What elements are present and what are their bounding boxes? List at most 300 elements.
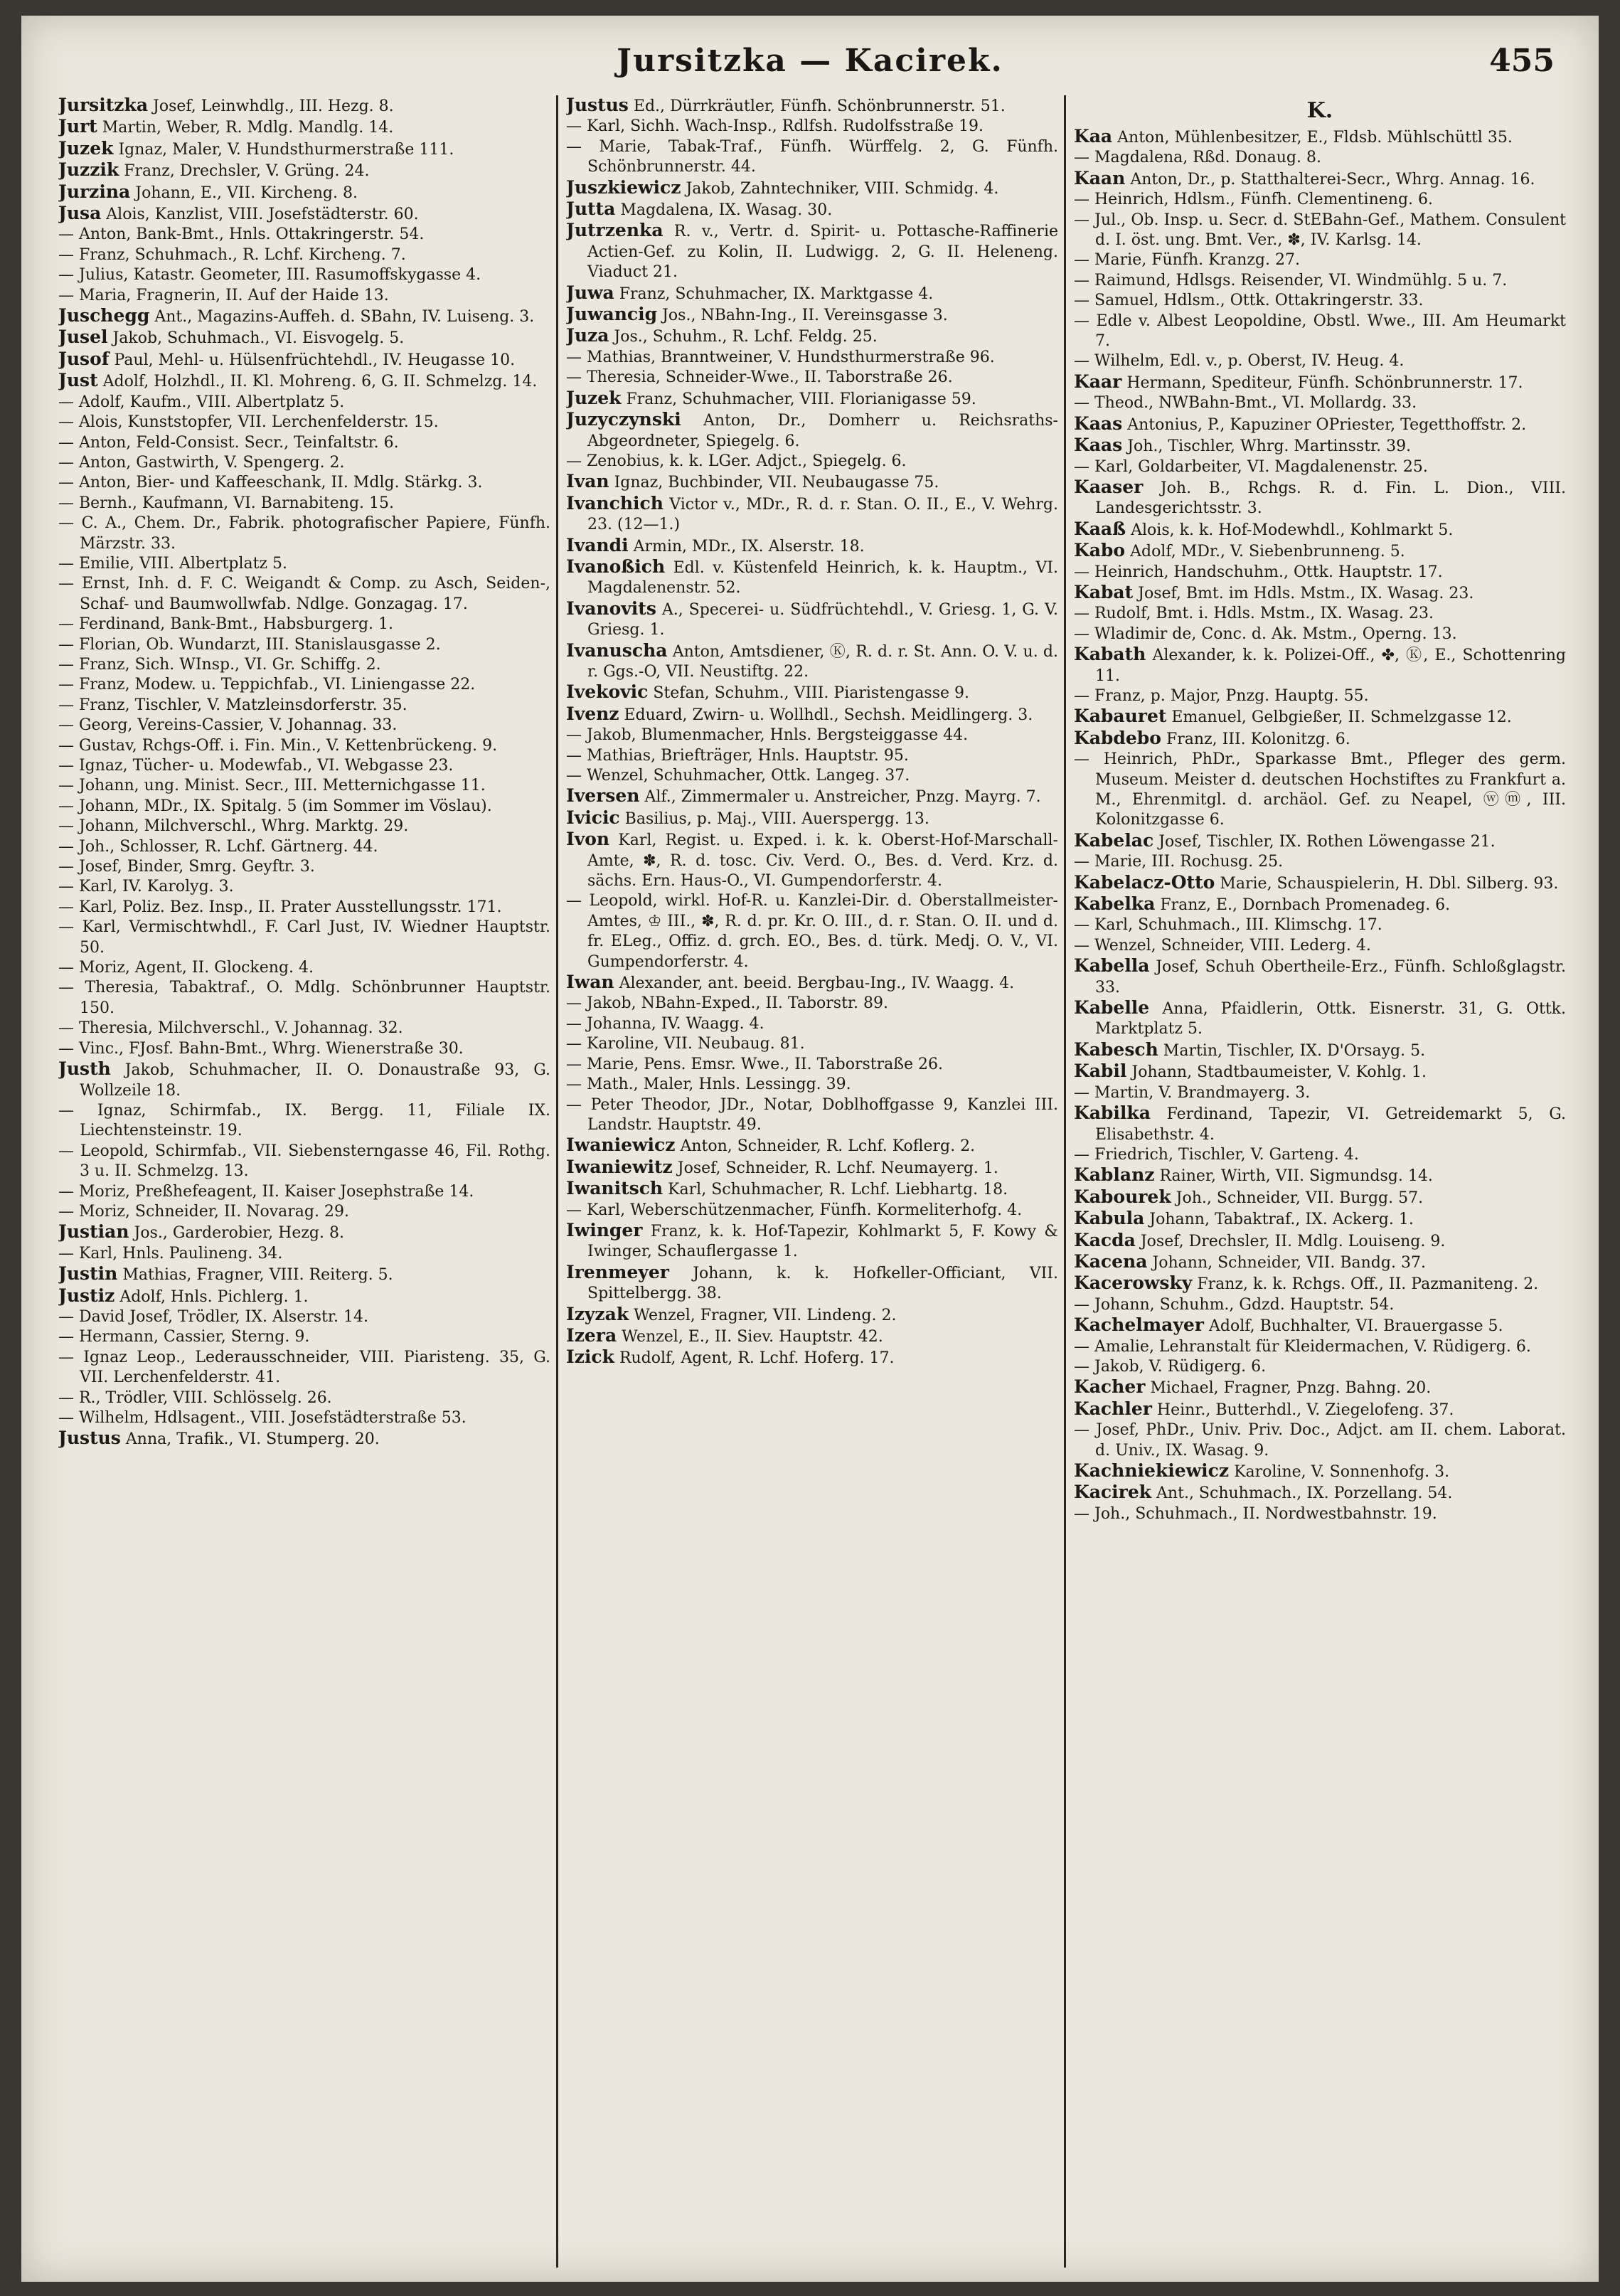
entry-details: — Marie, III. Rochusg. 25. — [1074, 853, 1284, 871]
directory-entry — [58, 413, 550, 432]
entry-surname: Iwinger — [566, 1219, 643, 1240]
directory-entry — [1074, 312, 1566, 352]
directory-entry — [1074, 351, 1566, 371]
entry-surname: Ivenz — [566, 703, 619, 724]
directory-entry — [58, 95, 550, 117]
entry-details: — Anton, Bier- und Kaffeeschank, II. Mdlg. Stärkg. 3. — [58, 474, 483, 492]
entry-details: Josef, Schneider, R. Lchf. Neumayerg. 1. — [677, 1159, 998, 1177]
entry-surname: Juzek — [58, 137, 114, 159]
directory-entry — [58, 473, 550, 493]
directory-entry — [1074, 169, 1566, 190]
entry-details: — Josef, Binder, Smrg. Geyftr. 3. — [58, 858, 315, 876]
entry-details: Adolf, Hnls. Pichlerg. 1. — [119, 1287, 309, 1306]
directory-entry — [566, 1263, 1058, 1304]
directory-entry — [58, 1202, 550, 1222]
entry-surname: Kabil — [1074, 1061, 1127, 1082]
entry-details: Adolf, Holzhdl., II. Kl. Mohreng. 6, G. II. Schmelzg. 14. — [102, 373, 538, 391]
entry-details: — Samuel, Hdlsm., Ottk. Ottakringerstr. 33. — [1074, 292, 1424, 310]
entry-surname: Kachelmayer — [1074, 1314, 1204, 1336]
entry-details: — Martin, V. Brandmayerg. 3. — [1074, 1083, 1311, 1102]
entry-details: Johann, E., VII. Kircheng. 8. — [135, 184, 358, 202]
directory-entry — [1074, 644, 1566, 686]
entry-details: — Johann, MDr., IX. Spitalg. 5 (im Sommer im Vöslau). — [58, 797, 492, 815]
entry-details: — Anton, Gastwirth, V. Spengerg. 2. — [58, 453, 345, 472]
directory-entry — [1074, 393, 1566, 413]
directory-entry — [566, 117, 1058, 137]
entry-details: — Johann, Schuhm., Gdzd. Hauptstr. 54. — [1074, 1295, 1395, 1314]
entry-surname: Kabo — [1074, 540, 1126, 561]
directory-entry — [566, 1055, 1058, 1075]
entry-details: Franz, E., Dornbach Promenadeg. 6. — [1160, 896, 1451, 915]
entry-details: — Jakob, NBahn-Exped., II. Taborstr. 89. — [566, 994, 889, 1013]
entry-surname: Izick — [566, 1346, 614, 1368]
entry-details: Hermann, Spediteur, Fünfh. Schönbrunnerstr. 17. — [1126, 373, 1523, 392]
entry-surname: Iwaniewicz — [566, 1134, 676, 1156]
entry-details: Jos., Garderobier, Hezg. 8. — [134, 1224, 344, 1243]
directory-entry — [566, 808, 1058, 829]
entry-details: Alois, Kanzlist, VIII. Josefstädterstr. 60. — [106, 206, 419, 224]
entry-details: — Ignaz, Schirmfab., IX. Bergg. 11, Filiale IX. Liechtensteinstr. 19. — [58, 1101, 550, 1140]
entry-details: Alexander, ant. beeid. Bergbau-Ing., IV. Waagg. 4. — [619, 974, 1015, 993]
directory-page — [21, 16, 1599, 2282]
entry-details: — Emilie, VIII. Albertplatz 5. — [58, 554, 288, 573]
directory-entry — [58, 716, 550, 735]
entry-surname: Kacirek — [1074, 1482, 1152, 1503]
entry-details: — Karl, Vermischtwhdl., F. Carl Just, IV. Wiedner Hauptstr. 50. — [58, 918, 550, 957]
entry-details: Franz, Schuhmacher, IX. Marktgasse 4. — [619, 285, 934, 303]
entry-details: — Amalie, Lehranstalt für Kleidermachen, V. Rüdigerg. 6. — [1074, 1337, 1531, 1356]
entry-details: — Franz, Modew. u. Teppichfab., VI. Liniengasse 22. — [58, 676, 476, 694]
directory-entry — [566, 682, 1058, 703]
directory-entry — [566, 704, 1058, 726]
entry-details: — Peter Theodor, JDr., Notar, Doblhoffgasse 9, Kanzlei III. Landstr. Hauptstr. 49. — [566, 1095, 1058, 1134]
directory-entry — [58, 797, 550, 817]
entry-surname: Kabesch — [1074, 1038, 1158, 1060]
directory-entry — [566, 891, 1058, 972]
entry-details: Jakob, Schuhmacher, II. O. Donaustraße 93, G. Wollzeile 18. — [80, 1061, 550, 1100]
directory-entry — [1074, 915, 1566, 935]
directory-entry — [1074, 477, 1566, 519]
directory-entry — [58, 655, 550, 675]
entry-surname: Jutrzenka — [566, 220, 664, 241]
column-1 — [58, 95, 550, 2268]
entry-details: — Wenzel, Schuhmacher, Ottk. Langeg. 37. — [566, 767, 910, 785]
entry-details: Marie, Schauspielerin, H. Dbl. Silberg. 93. — [1220, 874, 1559, 893]
entry-details: Alois, k. k. Hof-Modewhdl., Kohlmarkt 5. — [1131, 521, 1454, 539]
directory-entry — [566, 1075, 1058, 1095]
directory-entry — [58, 736, 550, 756]
entry-details: — Florian, Ob. Wundarzt, III. Stanislausgasse 2. — [58, 635, 441, 654]
entry-details: — Karl, Schuhmach., III. Klimschg. 17. — [1074, 916, 1382, 935]
directory-entry — [566, 283, 1058, 304]
directory-entry — [566, 1304, 1058, 1326]
directory-entry — [1074, 519, 1566, 541]
entry-details: Wenzel, Fragner, VII. Lindeng. 2. — [634, 1306, 897, 1324]
entry-surname: Ivanuscha — [566, 639, 668, 661]
entry-details: Basilius, p. Maj., VIII. Auerspergg. 13. — [624, 809, 929, 828]
entry-surname: Juschegg — [58, 305, 150, 326]
entry-surname: Kaas — [1074, 413, 1123, 434]
entry-details: Anton, Mühlenbesitzer, E., Fldsb. Mühlschüttl 35. — [1117, 129, 1513, 147]
entry-details: — Franz, Tischler, V. Matzleinsdorferstr. 35. — [58, 696, 407, 714]
directory-entry — [566, 452, 1058, 472]
directory-entry — [566, 599, 1058, 641]
entry-surname: Kachler — [1074, 1398, 1152, 1419]
entry-details: — Zenobius, k. k. LGer. Adjct., Spiegelg. 6. — [566, 452, 907, 470]
directory-entry — [566, 1347, 1058, 1368]
directory-entry — [58, 1101, 550, 1142]
entry-surname: Iwanitsch — [566, 1178, 664, 1199]
entry-details: — Karl, Poliz. Bez. Insp., II. Prater Ausstellungsstr. 171. — [58, 898, 502, 916]
entry-details: Mathias, Fragner, VIII. Reiterg. 5. — [122, 1266, 393, 1285]
directory-entry — [1074, 1208, 1566, 1230]
directory-entry — [58, 1286, 550, 1307]
entry-details: — Johann, Milchverschl., Whrg. Marktg. 29. — [58, 817, 409, 836]
column-2 — [566, 95, 1058, 2268]
directory-entry — [1074, 956, 1566, 998]
entry-details: Emanuel, Gelbgießer, II. Schmelzgasse 12. — [1171, 708, 1512, 727]
entry-surname: Jusof — [58, 348, 110, 369]
entry-details: Edl. v. Küstenfeld Heinrich, k. k. Hauptm., VI. Magdalenenstr. 52. — [587, 558, 1058, 597]
entry-surname: Kabella — [1074, 955, 1150, 977]
entry-details: Karoline, V. Sonnenhofg. 3. — [1234, 1463, 1450, 1481]
entry-surname: Kabath — [1074, 644, 1146, 665]
directory-entry — [566, 388, 1058, 410]
directory-entry — [58, 696, 550, 716]
directory-entry — [58, 958, 550, 978]
directory-entry — [58, 898, 550, 918]
entry-details: Rudolf, Agent, R. Lchf. Hoferg. 17. — [619, 1349, 895, 1368]
entry-details: — Gustav, Rchgs-Off. i. Fin. Min., V. Kettenbrückeng. 9. — [58, 736, 498, 755]
entry-details: A., Specerei- u. Südfrüchtehdl., V. Griesg. 1, G. V. Griesg. 1. — [587, 600, 1058, 639]
entry-details: — Johanna, IV. Waagg. 4. — [566, 1014, 764, 1033]
entry-details: Magdalena, IX. Wasag. 30. — [620, 201, 833, 220]
directory-entry — [1074, 1273, 1566, 1295]
directory-entry — [1074, 291, 1566, 311]
entry-details: — Wilhelm, Hdlsagent., VIII. Josefstädterstraße 53. — [58, 1409, 467, 1427]
entry-details: Anton, Dr., Domherr u. Reichsraths-Abgeordneter, Spiegelg. 6. — [587, 412, 1058, 450]
entry-surname: Justh — [58, 1058, 111, 1080]
entry-details: — Heinrich, Handschuhm., Ottk. Hauptstr. 17. — [1074, 563, 1443, 581]
entry-details: — Heinrich, PhDr., Sparkasse Bmt., Pfleger des germ. Museum. Meister d. deutschen Hochstiftes zu Frankfurt a. M., Ehrenmitgl. d. archäol. Gef. zu Neapel, ⓦⓜ, III. Kolonitzgasse 6. — [1074, 750, 1566, 829]
entry-details: — Alois, Kunststopfer, VII. Lerchenfelderstr. 15. — [58, 413, 439, 432]
entry-details: — Ignaz, Tücher- u. Modewfab., VI. Webgasse 23. — [58, 757, 454, 775]
entry-details: — Franz, Schuhmach., R. Lchf. Kircheng. 7. — [58, 245, 406, 264]
entry-details: Heinr., Butterhdl., V. Ziegelofeng. 37. — [1156, 1401, 1454, 1419]
entry-details: Victor v., MDr., R. d. r. Stan. O. II., E., V. Wehrg. 23. (12—1.) — [587, 495, 1058, 534]
directory-entry — [566, 1014, 1058, 1034]
directory-entry — [58, 675, 550, 695]
directory-entry — [1074, 686, 1566, 706]
entry-details: Armin, MDr., IX. Alserstr. 18. — [633, 537, 865, 556]
entry-details: — Anton, Bank-Bmt., Hnls. Ottakringerstr. 54. — [58, 225, 425, 244]
directory-entry — [58, 453, 550, 473]
entry-details: Paul, Mehl- u. Hülsenfrüchtehdl., IV. Heugasse 10. — [114, 351, 516, 369]
page-number: 455 — [1489, 43, 1555, 79]
entry-details: Josef, Leinwhdlg., III. Hezg. 8. — [153, 97, 394, 115]
entry-details: — Bernh., Kaufmann, VI. Barnabiteng. 15. — [58, 494, 395, 512]
directory-entry — [1074, 750, 1566, 831]
entry-surname: Kabelka — [1074, 893, 1156, 915]
directory-entry — [58, 756, 550, 776]
directory-entry — [1074, 1482, 1566, 1504]
entry-details: — Moriz, Agent, II. Glockeng. 4. — [58, 959, 314, 977]
entry-details: Karl, Regist. u. Exped. i. k. k. Oberst-Hof-Marschall-Amte, ✽, R. d. tosc. Civ. Verd. O., Bes. d. Verd. Krz. d. sächs. Ern. Haus-O., VI. Gumpendorferstr. 4. — [587, 831, 1058, 891]
entry-surname: Kaas — [1074, 435, 1123, 456]
entry-surname: Kabauret — [1074, 706, 1167, 727]
entry-details: — C. A., Chem. Dr., Fabrik. photografischer Papiere, Fünfh. Märzstr. 33. — [58, 514, 550, 553]
entry-details: Anton, Amtsdiener, Ⓚ, R. d. r. St. Ann. O. V. u. d. r. Ggs.-O, VII. Neustiftg. 22. — [587, 642, 1058, 681]
entry-surname: Juszkiewicz — [566, 176, 681, 198]
entry-surname: Izyzak — [566, 1303, 629, 1324]
entry-surname: Juzek — [566, 387, 622, 408]
entry-details: — Vinc., FJosf. Bahn-Bmt., Whrg. Wienerstraße 30. — [58, 1039, 464, 1058]
directory-entry — [566, 304, 1058, 326]
entry-surname: Justus — [58, 1428, 121, 1449]
entry-surname: Jurt — [58, 116, 97, 137]
directory-entry — [1074, 211, 1566, 251]
entry-details: Jos., NBahn-Ing., II. Vereinsgasse 3. — [662, 307, 948, 325]
entry-surname: Iversen — [566, 785, 640, 807]
entry-surname: Ivon — [566, 829, 610, 850]
entry-details: Josef, Drechsler, II. Mdlg. Louiseng. 9. — [1140, 1232, 1446, 1250]
directory-entry — [1074, 831, 1566, 852]
directory-entry — [1074, 1399, 1566, 1420]
entry-details: Franz, Schuhmacher, VIII. Florianigasse 59. — [626, 390, 976, 408]
entry-surname: Iwan — [566, 972, 614, 993]
entry-details: Antonius, P., Kapuziner OPriester, Tegetthoffstr. 2. — [1127, 415, 1527, 434]
entry-surname: Jutta — [566, 198, 616, 220]
entry-details: Anton, Schneider, R. Lchf. Koflerg. 2. — [680, 1137, 976, 1156]
directory-entry — [58, 1222, 550, 1243]
directory-entry — [1074, 1061, 1566, 1083]
directory-entry — [566, 972, 1058, 994]
directory-entry — [566, 1201, 1058, 1221]
directory-entry — [566, 1179, 1058, 1200]
entry-surname: Juwa — [566, 282, 614, 303]
entry-details: — Theod., NWBahn-Bmt., VI. Mollardg. 33. — [1074, 394, 1417, 413]
entry-details: Jos., Schuhm., R. Lchf. Feldg. 25. — [614, 328, 878, 346]
directory-entry — [58, 265, 550, 285]
directory-entry — [1074, 1377, 1566, 1398]
entry-details: — Heinrich, Hdlsm., Fünfh. Clementineng. 6. — [1074, 191, 1434, 209]
directory-entry — [58, 1388, 550, 1408]
directory-entry — [566, 410, 1058, 452]
entry-details: — Karl, Goldarbeiter, VI. Magdalenenstr. 25. — [1074, 457, 1428, 476]
directory-entry — [1074, 435, 1566, 457]
directory-entry — [566, 536, 1058, 557]
directory-entry — [1074, 894, 1566, 915]
directory-entry — [1074, 625, 1566, 644]
directory-entry — [58, 1348, 550, 1388]
entry-details: — Josef, PhDr., Univ. Priv. Doc., Adjct. am II. chem. Laborat. d. Univ., IX. Wasag. 9. — [1074, 1421, 1566, 1460]
directory-entry — [1074, 271, 1566, 291]
column-3 — [1074, 95, 1566, 2268]
directory-entry — [1074, 1337, 1566, 1357]
entry-details: — Theresia, Schneider-Wwe., II. Taborstraße 26. — [566, 368, 953, 387]
entry-details: Ed., Dürrkräutler, Fünfh. Schönbrunnerstr. 51. — [633, 97, 1006, 115]
entry-surname: Jusa — [58, 203, 102, 224]
entry-surname: Iwaniewitz — [566, 1156, 673, 1177]
entry-details: — Karl, Hnls. Paulineng. 34. — [58, 1244, 283, 1263]
directory-entry — [566, 368, 1058, 388]
entry-details: — Marie, Fünfh. Kranzg. 27. — [1074, 251, 1300, 270]
entry-surname: Ivan — [566, 471, 609, 492]
entry-surname: Kabula — [1074, 1208, 1145, 1229]
directory-entry — [58, 1019, 550, 1038]
entry-surname: Just — [58, 370, 98, 391]
entry-details: — Ferdinand, Bank-Bmt., Habsburgerg. 1. — [58, 615, 394, 634]
directory-entry — [58, 1428, 550, 1450]
entry-surname: Ivanoßich — [566, 556, 666, 577]
entry-details: Josef, Tischler, IX. Rothen Löwengasse 21. — [1158, 832, 1496, 851]
entry-details: Jakob, Zahntechniker, VIII. Schmidg. 4. — [686, 179, 999, 198]
directory-entry — [1074, 1231, 1566, 1252]
entry-details: — David Josef, Trödler, IX. Alserstr. 14. — [58, 1307, 368, 1326]
entry-details: Alexander, k. k. Polizei-Off., ✤, Ⓚ, E., Schottenring 11. — [1095, 647, 1566, 685]
directory-entry — [58, 433, 550, 453]
directory-entry — [58, 1307, 550, 1327]
directory-entry — [566, 641, 1058, 683]
entry-surname: Izera — [566, 1324, 617, 1346]
entry-surname: Justus — [566, 95, 629, 115]
entry-details: Franz, Drechsler, V. Grüng. 24. — [124, 162, 370, 181]
entry-details: — Marie, Pens. Emsr. Wwe., II. Taborstraße 26. — [566, 1055, 943, 1073]
directory-entry — [1074, 1420, 1566, 1461]
entry-surname: Ivanovits — [566, 597, 656, 619]
entry-details: — Joh., Schlosser, R. Lchf. Gärtnerg. 44. — [58, 837, 378, 856]
entry-details: — Wilhelm, Edl. v., p. Oberst, IV. Heug. 4. — [1074, 352, 1405, 371]
directory-entry — [58, 203, 550, 225]
directory-entry — [566, 726, 1058, 745]
directory-entry — [1074, 1145, 1566, 1165]
directory-entry — [1074, 1187, 1566, 1208]
entry-details: — Marie, Tabak-Traf., Fünfh. Würffelg. 2, G. Fünfh. Schönbrunnerstr. 44. — [566, 137, 1058, 176]
entry-surname: Kablanz — [1074, 1164, 1155, 1186]
directory-entry — [1074, 998, 1566, 1040]
directory-entry — [58, 371, 550, 392]
entry-details: — Jul., Ob. Insp. u. Secr. d. StEBahn-Gef., Mathem. Consulent d. I. öst. ung. Bmt. Ver., ✽, IV. Karlsg. 14. — [1074, 211, 1566, 250]
entry-details: Johann, Schneider, VII. Bandg. 37. — [1152, 1253, 1426, 1272]
directory-entry — [1074, 1040, 1566, 1061]
entry-details: Martin, Weber, R. Mdlg. Mandlg. 14. — [102, 119, 394, 137]
entry-details: — Theresia, Tabaktraf., O. Mdlg. Schönbrunner Hauptstr. 150. — [58, 979, 550, 1017]
directory-entry — [1074, 1315, 1566, 1336]
entry-details: Johann, Stadtbaumeister, V. Kohlg. 1. — [1131, 1063, 1427, 1082]
section-letter: K. — [1306, 98, 1333, 123]
entry-details: Adolf, Buchhalter, VI. Brauergasse 5. — [1208, 1317, 1503, 1336]
entry-details: Franz, k. k. Hof-Tapezir, Kohlmarkt 5, F. Kowy & Iwinger, Schauflergasse 1. — [587, 1222, 1058, 1261]
entry-surname: Ivicic — [566, 807, 620, 828]
entry-details: — Anton, Feld-Consist. Secr., Teinfaltstr. 6. — [58, 433, 399, 452]
directory-entry — [58, 1244, 550, 1264]
directory-entry — [566, 137, 1058, 178]
entry-details: Rainer, Wirth, VII. Sigmundsg. 14. — [1159, 1167, 1433, 1186]
entry-details: — Karoline, VII. Neubaug. 81. — [566, 1035, 805, 1053]
directory-entry — [58, 286, 550, 306]
entry-details: Joh., Schneider, VII. Burgg. 57. — [1176, 1189, 1424, 1207]
entry-details: — Karl, Sichh. Wach-Insp., Rdlfsh. Rudolfsstraße 19. — [566, 117, 984, 136]
entry-details: — Edle v. Albest Leopoldine, Obstl. Wwe., III. Am Heumarkt 7. — [1074, 312, 1566, 351]
directory-entry — [566, 178, 1058, 199]
directory-entry — [58, 1408, 550, 1428]
page-title: Jursitzka — Kacirek. — [617, 43, 1003, 79]
entry-surname: Kaa — [1074, 126, 1113, 147]
entry-surname: Kaar — [1074, 371, 1122, 392]
entry-details: — Julius, Katastr. Geometer, III. Rasumoffskygasse 4. — [58, 266, 481, 285]
entry-surname: Kabilka — [1074, 1102, 1151, 1124]
entry-details: — Karl, Weberschützenmacher, Fünfh. Kormeliterhofg. 4. — [566, 1201, 1023, 1219]
directory-entry — [1074, 127, 1566, 148]
directory-entry — [58, 182, 550, 203]
page-header — [21, 43, 1599, 85]
directory-entry — [58, 837, 550, 857]
directory-entry — [566, 1221, 1058, 1263]
entry-surname: Kacena — [1074, 1250, 1148, 1272]
directory-entry — [58, 615, 550, 634]
directory-entry — [58, 554, 550, 574]
entry-details: Franz, III. Kolonitzg. 6. — [1166, 730, 1350, 748]
directory-entry — [1074, 250, 1566, 270]
entry-details: — Leopold, wirkl. Hof-R. u. Kanzlei-Dir. d. Oberstallmeister-Amtes, ♔ III., ✽, R. d. pr. Kr. O. III., d. r. Stan. O. II. und d. fr. ELeg., Offiz. d. grch. EO., Bes. d. türk. Medj. O. V., VI. Gumpendorferstr. 4. — [566, 892, 1058, 971]
entry-details: — Franz, p. Major, Pnzg. Hauptg. 55. — [1074, 686, 1369, 705]
entry-surname: Juwancig — [566, 304, 658, 325]
entry-details: Franz, k. k. Rchgs. Off., II. Pazmaniteng. 2. — [1197, 1275, 1539, 1294]
entry-details: — Wenzel, Schneider, VIII. Lederg. 4. — [1074, 936, 1371, 955]
entry-details: — Adolf, Kaufm., VIII. Albertplatz 5. — [58, 393, 345, 411]
directory-entry — [1074, 457, 1566, 477]
directory-entry — [566, 95, 1058, 117]
directory-entry — [58, 139, 550, 160]
entry-details: Josef, Bmt. im Hdls. Mstm., IX. Wasag. 23. — [1138, 584, 1474, 602]
entry-surname: Juzzik — [58, 159, 119, 181]
directory-entry — [1074, 583, 1566, 604]
directory-entry — [58, 1264, 550, 1285]
entry-surname: Jusel — [58, 326, 108, 348]
directory-entry — [58, 877, 550, 897]
directory-entry — [58, 393, 550, 413]
entry-details: Josef, Schuh Obertheile-Erz., Fünfh. Schloßglagstr. 33. — [1095, 958, 1566, 996]
directory-entry — [566, 557, 1058, 599]
directory-entry — [1074, 1461, 1566, 1482]
entry-details: Johann, Tabaktraf., IX. Ackerg. 1. — [1149, 1211, 1414, 1229]
entry-details: Ignaz, Maler, V. Hundsthurmerstraße 111. — [118, 140, 454, 159]
directory-entry — [1074, 1165, 1566, 1186]
directory-entry — [566, 1135, 1058, 1157]
directory-entry — [566, 1095, 1058, 1136]
directory-entry — [566, 199, 1058, 220]
entry-details: Michael, Fragner, Pnzg. Bahng. 20. — [1150, 1379, 1432, 1398]
directory-entry — [58, 635, 550, 655]
entry-details: Adolf, MDr., V. Siebenbrunneng. 5. — [1130, 543, 1405, 561]
entry-surname: Justiz — [58, 1285, 115, 1306]
directory-entry — [1074, 706, 1566, 728]
entry-details: R. v., Vertr. d. Spirit- u. Pottasche-Raffinerie Actien-Gef. zu Kolin, II. Ludwigg. 2, G. II. Heleneng. Viaduct 21. — [587, 223, 1058, 282]
directory-entry — [566, 1157, 1058, 1179]
directory-entry — [566, 220, 1058, 282]
entry-details: — Leopold, Schirmfab., VII. Siebensterngasse 46, Fil. Rothg. 3 u. II. Schmelzg. 13. — [58, 1142, 550, 1181]
entry-surname: Ivandi — [566, 534, 629, 556]
entry-details: — Moriz, Schneider, II. Novarag. 29. — [58, 1202, 349, 1221]
directory-entry — [58, 574, 550, 615]
entry-surname: Kacerowsky — [1074, 1272, 1193, 1294]
directory-entry — [58, 918, 550, 958]
directory-entry — [566, 786, 1058, 807]
entry-details: — Franz, Sich. WInsp., VI. Gr. Schiffg. 2. — [58, 655, 381, 674]
directory-entry — [1074, 148, 1566, 168]
entry-details: Ferdinand, Tapezir, VI. Getreidemarkt 5, G. Elisabethstr. 4. — [1095, 1105, 1566, 1144]
entry-surname: Kabelac — [1074, 829, 1154, 851]
